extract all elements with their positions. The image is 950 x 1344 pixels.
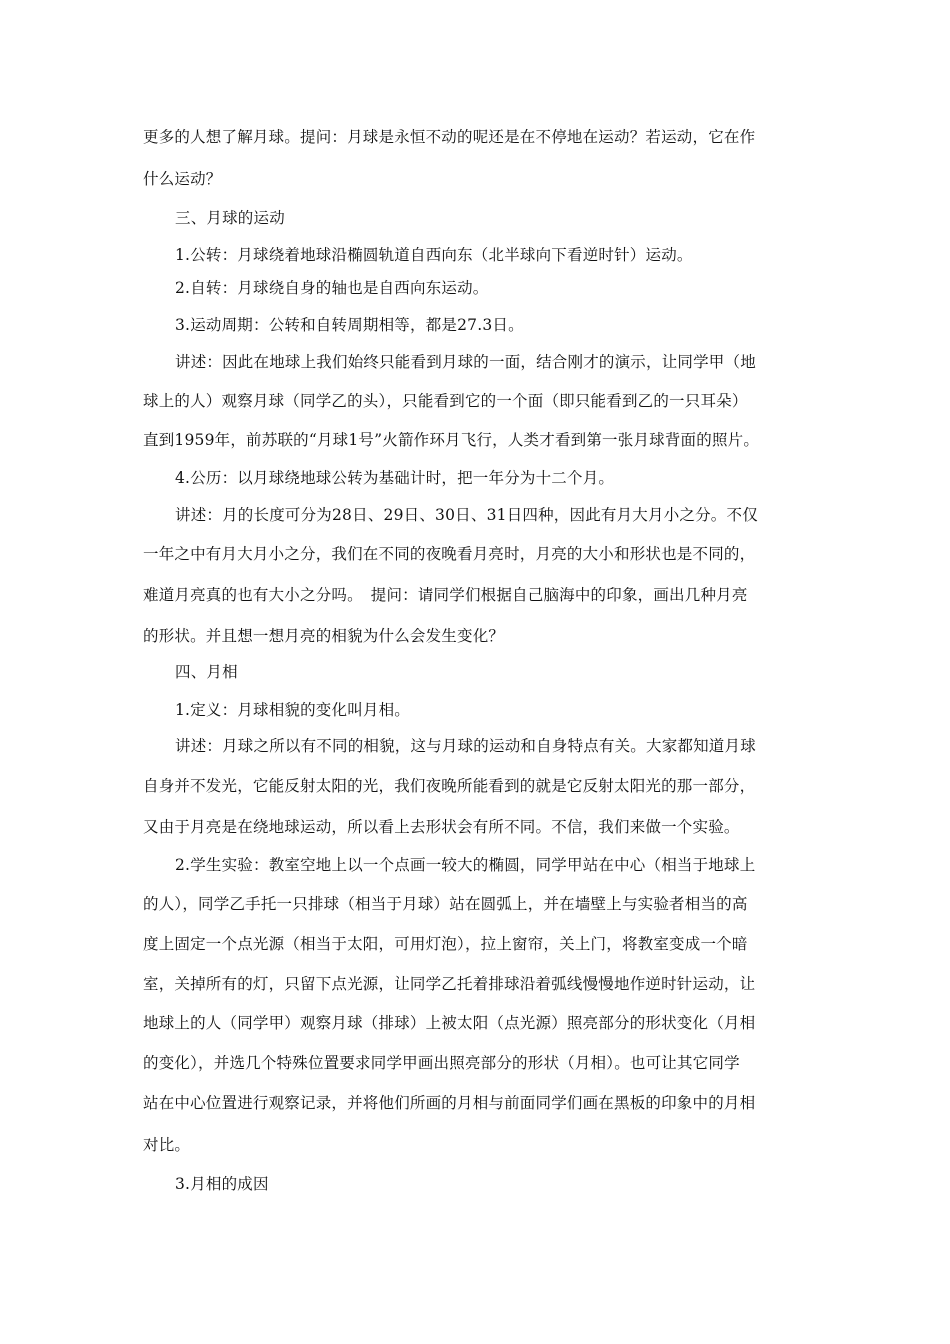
- paragraph-line: 讲述：月的长度可分为28日、29日、30日、31日四种，因此有月大月小之分。不仅: [175, 506, 758, 524]
- paragraph-line: 对比。: [143, 1136, 191, 1154]
- paragraph-line: 的变化），并选几个特殊位置要求同学甲画出照亮部分的形状（月相）。也可让其它同学: [143, 1054, 740, 1072]
- list-item-calendar: 4.公历：以月球绕地球公转为基础计时，把一年分为十二个月。: [175, 469, 615, 487]
- paragraph-line: 站在中心位置进行观察记录，并将他们所画的月相与前面同学们画在黑板的印象中的月相: [143, 1094, 756, 1112]
- paragraph-line: 度上固定一个点光源（相当于太阳，可用灯泡），拉上窗帘，关上门，将教室变成一个暗: [143, 935, 748, 953]
- paragraph-line: 球上的人）观察月球（同学乙的头），只能看到它的一个面（即只能看到乙的一只耳朵）: [143, 392, 748, 410]
- paragraph-line: 讲述：因此在地球上我们始终只能看到月球的一面，结合刚才的演示，让同学甲（地: [175, 353, 756, 371]
- list-item-period: 3.运动周期：公转和自转周期相等，都是27.3日。: [175, 316, 524, 334]
- list-item-phase-causes: 3.月相的成因: [175, 1175, 269, 1193]
- paragraph-line: 讲述：月球之所以有不同的相貌，这与月球的运动和自身特点有关。大家都知道月球: [175, 737, 756, 755]
- list-item-revolution: 1.公转：月球绕着地球沿椭圆轨道自西向东（北半球向下看逆时针）运动。: [175, 246, 693, 264]
- paragraph-line: 室，关掉所有的灯，只留下点光源，让同学乙托着排球沿着弧线慢慢地作逆时针运动，让: [143, 975, 756, 993]
- list-item-definition: 1.定义：月球相貌的变化叫月相。: [175, 701, 410, 719]
- paragraph-line: 一年之中有月大月小之分，我们在不同的夜晚看月亮时，月亮的大小和形状也是不同的，: [143, 545, 756, 563]
- section-heading-moon-motion: 三、月球的运动: [175, 209, 285, 227]
- list-item-experiment: 2.学生实验：教室空地上以一个点画一较大的椭圆，同学甲站在中心（相当于地球上: [175, 856, 756, 874]
- paragraph-line: 直到1959年，前苏联的“月球1号”火箭作环月飞行，人类才看到第一张月球背面的照片。: [143, 431, 760, 449]
- section-heading-moon-phases: 四、月相: [175, 663, 238, 681]
- paragraph-line: 什么运动？: [143, 170, 222, 188]
- list-item-rotation: 2.自转：月球绕自身的轴也是自西向东运动。: [175, 279, 489, 297]
- paragraph-line: 又由于月亮是在绕地球运动，所以看上去形状会有所不同。不信，我们来做一个实验。: [143, 818, 740, 836]
- paragraph-line: 更多的人想了解月球。提问：月球是永恒不动的呢还是在不停地在运动？若运动，它在作: [143, 128, 756, 146]
- paragraph-line: 自身并不发光，它能反射太阳的光，我们夜晚所能看到的就是它反射太阳光的那一部分，: [143, 777, 756, 795]
- paragraph-line: 地球上的人（同学甲）观察月球（排球）上被太阳（点光源）照亮部分的形状变化（月相: [143, 1014, 756, 1032]
- paragraph-line: 的人），同学乙手托一只排球（相当于月球）站在圆弧上，并在墙壁上与实验者相当的高: [143, 895, 748, 913]
- paragraph-line: 的形状。并且想一想月亮的相貌为什么会发生变化？: [143, 627, 505, 645]
- paragraph-line: 难道月亮真的也有大小之分吗。 提问：请同学们根据自己脑海中的印象，画出几种月亮: [143, 586, 748, 604]
